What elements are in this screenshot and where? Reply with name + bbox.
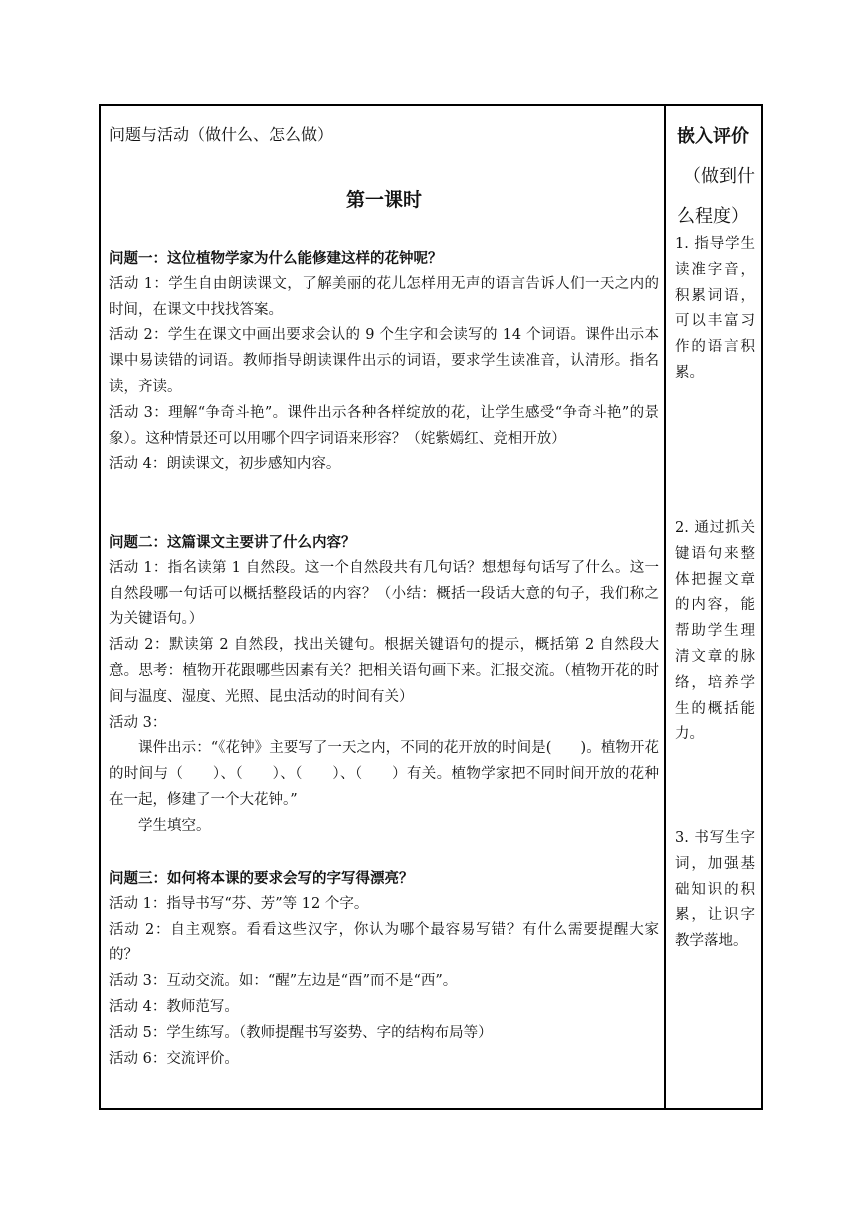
activity-3-4: 活动 4：教师范写。 <box>109 998 239 1015</box>
question-3: 问题三：如何将本课的要求会写的字写得漂亮？ <box>109 870 414 887</box>
courseware-text: 课件出示：“《花钟》主要写了一天之内，不同的花开放的时间是( )。植物开花的时间与（ ）、（ ）、（ ）、（ ）有关。植物学家把不同时间开放的花种在一起，修建了一个大花钟。” <box>109 740 659 808</box>
question-1: 问题一：这位植物学家为什么能修建这样的花钟呢？ <box>109 250 443 267</box>
evaluation-title: 嵌入评价 <box>677 126 749 147</box>
evaluation-note-2: 2. 通过抓关键语句来整体把握文章的内容，能帮助学生理清文章的脉络，培养学生的概括能力。 <box>675 520 755 743</box>
lesson-title: 第一课时 <box>345 189 422 211</box>
activity-2-3: 活动 3： <box>109 714 167 731</box>
activity-1-3: 活动 3：理解“争奇斗艳”。课件出示各种各样绽放的花，让学生感受“争奇斗艳”的景象）。这种情景还可以用哪个四字词语来形容？（姹紫嫣红、竞相开放） <box>109 404 659 447</box>
section-2 <box>109 530 659 840</box>
activity-2-1: 活动 1：指名读第 1 自然段。这一个自然段共有几句话？想想每句话写了什么。这一自然段哪一句话可以概括整段话的内容？（小结：概括一段话大意的句子，我们称之为关键语句。） <box>109 559 659 628</box>
activity-2-2: 活动 2：默读第 2 自然段，找出关键句。根据关键语句的提示，概括第 2 自然段大意。思考：植物开花跟哪些因素有关？把相关语句画下来。汇报交流。（植物开花的时间与温度、湿度、光照、昆虫活动的时间有关） <box>109 637 659 705</box>
evaluation-subtitle-line-2: 么程度） <box>677 206 749 227</box>
fill-in-text: 学生填空。 <box>138 817 211 834</box>
evaluation-note-3: 3. 书写生字词，加强基础知识的积累，让识字教学落地。 <box>675 830 755 950</box>
evaluation-subtitle-line-1: （做到什 <box>683 166 755 187</box>
activity-3-2: 活动 2：自主观察。看看这些汉字，你认为哪个最容易写错？有什么需要提醒大家的？ <box>109 921 659 964</box>
activity-3-6: 活动 6：交流评价。 <box>109 1050 239 1067</box>
section-3 <box>109 866 659 1072</box>
column-divider <box>664 106 666 1108</box>
question-2: 问题二：这篇课文主要讲了什么内容？ <box>109 534 356 551</box>
section-1 <box>109 246 659 478</box>
activity-1-2: 活动 2：学生在课文中画出要求会认的 9 个生字和会读写的 14 个词语。课件出示本课中易读错的词语。教师指导朗读课件出示的词语，要求学生读准音，认清形。指名读，齐读。 <box>109 327 659 395</box>
lesson-plan-table <box>99 104 763 1110</box>
activity-3-1: 活动 1：指导书写“芬、芳”等 12 个字。 <box>109 895 369 912</box>
activity-1-1: 活动 1：学生自由朗读课文，了解美丽的花儿怎样用无声的语言告诉人们一天之内的时间，在课文中找找答案。 <box>109 275 659 318</box>
activity-3-3: 活动 3：互动交流。如：“醒”左边是“酉”而不是“西”。 <box>109 973 458 990</box>
activity-1-4: 活动 4：朗读课文，初步感知内容。 <box>109 456 341 473</box>
activity-3-5: 活动 5：学生练写。（教师提醒书写姿势、字的结构布局等） <box>109 1024 493 1041</box>
evaluation-note-1: 1. 指导学生读准字音，积累词语，可以丰富习作的语言积累。 <box>675 236 755 381</box>
activities-column-header: 问题与活动（做什么、怎么做） <box>109 125 334 144</box>
